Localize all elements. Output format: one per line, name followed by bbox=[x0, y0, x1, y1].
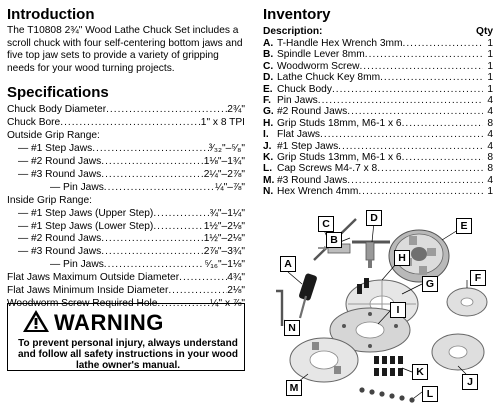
inventory-desc-header: Description: bbox=[263, 26, 323, 37]
spec-value: ¼" x ⅞" bbox=[210, 297, 245, 309]
intro-text: The T10808 2¾" Wood Lathe Chuck Set includes a scroll chuck with four self-centering bottom jaws and five top jaw sets to provide a variety of gripping needs for your wood turning projects. bbox=[7, 25, 243, 74]
grip-studs-13mm-icon bbox=[374, 356, 403, 376]
item-qty: 1 bbox=[487, 186, 493, 198]
list-item bbox=[263, 152, 493, 163]
item-label: Pin Jaws bbox=[277, 95, 318, 107]
spec-value: 1⅛"–1¾" bbox=[203, 156, 245, 167]
leader-dots bbox=[318, 95, 483, 106]
item-label: #1 Step Jaws bbox=[277, 140, 339, 152]
callout-k: K bbox=[412, 364, 428, 380]
item-key: N. bbox=[263, 186, 274, 198]
callout-e: E bbox=[456, 218, 472, 234]
item-label: Woodworm Screw bbox=[277, 60, 360, 72]
callout-f: F bbox=[470, 270, 486, 286]
leader-dots bbox=[320, 129, 483, 140]
intro-title: Introduction bbox=[7, 6, 95, 23]
pin-jaws-icon bbox=[447, 288, 487, 316]
item-qty: 4 bbox=[487, 129, 493, 141]
callout-a: A bbox=[280, 256, 296, 272]
spec-row bbox=[7, 285, 245, 298]
spec-row bbox=[7, 156, 245, 169]
spec-value: 1½"–2⅛" bbox=[203, 233, 245, 245]
inventory-header bbox=[263, 25, 493, 38]
item-qty: 1 bbox=[487, 49, 493, 61]
item-key: D. bbox=[263, 72, 274, 84]
item-label: Flat Jaws bbox=[277, 129, 321, 141]
item-qty: 8 bbox=[487, 117, 493, 129]
specs-title: Specifications bbox=[7, 84, 109, 102]
item-label: Grip Studs 18mm, M6-1 x 6 bbox=[277, 117, 402, 129]
item-key: B. bbox=[263, 49, 274, 61]
callout-n: N bbox=[284, 320, 300, 336]
spec-value: 1½"–2⅛" bbox=[203, 220, 245, 232]
item-key: F. bbox=[263, 95, 271, 107]
leader-dots bbox=[153, 208, 209, 221]
callout-l: L bbox=[422, 386, 438, 402]
spec-label: — #1 Step Jaws bbox=[18, 143, 93, 155]
spec-row bbox=[7, 182, 245, 195]
warning-box bbox=[7, 303, 245, 371]
item-qty: 8 bbox=[487, 163, 493, 175]
spec-label: — #2 Round Jaws bbox=[18, 233, 102, 245]
leader-dots bbox=[347, 106, 483, 117]
item-label: Chuck Body bbox=[277, 83, 332, 95]
leader-dots bbox=[60, 117, 201, 130]
hex-wrench-icon bbox=[276, 291, 282, 326]
spec-label: Chuck Bore bbox=[7, 117, 61, 129]
leader-dots bbox=[402, 152, 483, 163]
list-item bbox=[263, 175, 493, 186]
leader-dots bbox=[101, 233, 204, 246]
item-qty: 1 bbox=[487, 72, 493, 84]
spec-label: Flat Jaws Maximum Outside Diameter bbox=[7, 272, 180, 284]
leader-dots bbox=[179, 272, 227, 285]
leader-dots bbox=[380, 72, 483, 83]
spec-row bbox=[7, 143, 245, 156]
list-item bbox=[263, 61, 493, 72]
item-label: T-Handle Hex Wrench 3mm bbox=[277, 38, 403, 49]
warning-text: To prevent personal injury, always understand and follow all safety instructions in your wood lathe owner's manual. bbox=[17, 338, 239, 371]
callout-b: B bbox=[326, 232, 342, 248]
list-item bbox=[263, 118, 493, 129]
inventory-list bbox=[263, 38, 493, 198]
spec-label: Chuck Body Diameter bbox=[7, 104, 107, 116]
spec-value: ¾"–1¼" bbox=[209, 207, 245, 219]
leader-dots bbox=[338, 141, 483, 152]
item-label: Grip Studs 13mm, M6-1 x 6 bbox=[277, 152, 402, 164]
right-column bbox=[263, 6, 493, 198]
spec-row bbox=[7, 221, 245, 234]
spec-label: — #3 Round Jaws bbox=[18, 246, 102, 258]
spec-label: — #2 Round Jaws bbox=[18, 156, 102, 167]
spec-value: 2¾" bbox=[227, 104, 245, 116]
leader-dots bbox=[365, 49, 483, 60]
item-label: #3 Round Jaws bbox=[277, 174, 348, 186]
spec-label: Woodworm Screw Required Hole bbox=[7, 297, 158, 309]
spec-value: 1" x 8 TPI bbox=[200, 117, 245, 129]
leader-dots bbox=[153, 221, 203, 234]
parts-diagram bbox=[262, 214, 494, 414]
list-item bbox=[263, 49, 493, 60]
leader-dots bbox=[104, 182, 215, 195]
spec-label: — #1 Step Jaws (Upper Step) bbox=[18, 207, 154, 219]
inventory-title: Inventory bbox=[263, 6, 331, 23]
item-label: Spindle Lever 8mm bbox=[277, 49, 365, 61]
warning-triangle-icon bbox=[22, 309, 50, 333]
leader-dots bbox=[101, 169, 204, 182]
spec-value: 2⅛" bbox=[227, 285, 245, 297]
spec-row bbox=[7, 246, 245, 259]
item-qty: 4 bbox=[487, 106, 493, 118]
leader-dots bbox=[403, 38, 484, 49]
spec-value: 2⅞"–3¾" bbox=[203, 246, 245, 258]
spec-label: — #1 Step Jaws (Lower Step) bbox=[18, 220, 154, 232]
specs-list bbox=[7, 104, 245, 311]
spec-value: ³⁄₃₂"–⁵⁄₈" bbox=[208, 143, 245, 155]
list-item bbox=[263, 186, 493, 197]
leader-dots bbox=[101, 246, 204, 259]
spec-row bbox=[7, 208, 245, 221]
spec-row bbox=[7, 169, 245, 182]
leader-dots bbox=[332, 84, 483, 95]
spec-label: Flat Jaws Minimum Inside Diameter bbox=[7, 285, 169, 297]
callout-c: C bbox=[318, 216, 334, 232]
spec-value: ⁵⁄₁₆"–1⅛" bbox=[204, 259, 245, 271]
spec-label: — #3 Round Jaws bbox=[18, 168, 102, 180]
inside-grip-title: Inside Grip Range: bbox=[7, 194, 92, 206]
item-qty: 1 bbox=[487, 60, 493, 72]
outside-grip-title: Outside Grip Range: bbox=[7, 130, 100, 142]
item-qty: 4 bbox=[487, 140, 493, 152]
item-qty: 4 bbox=[487, 174, 493, 186]
leader-dots bbox=[377, 163, 483, 174]
item-key: E. bbox=[263, 83, 273, 95]
item-key: K. bbox=[263, 152, 274, 164]
spec-row bbox=[7, 104, 245, 117]
spec-value: 2¼"–2⅞" bbox=[203, 168, 245, 180]
item-key: A. bbox=[263, 38, 274, 49]
spec-row bbox=[7, 259, 245, 272]
item-key: H. bbox=[263, 117, 274, 129]
t-handle-wrench-icon bbox=[298, 273, 317, 318]
spec-value: ¼"–⅞" bbox=[215, 181, 245, 193]
spec-value: 4¾" bbox=[227, 272, 245, 284]
callout-g: G bbox=[422, 276, 438, 292]
item-key: G. bbox=[263, 106, 274, 118]
callout-d: D bbox=[366, 210, 382, 226]
list-item bbox=[263, 38, 493, 49]
item-qty: 1 bbox=[487, 38, 493, 49]
list-item bbox=[263, 163, 493, 174]
item-key: J. bbox=[263, 140, 272, 152]
leader-dots bbox=[92, 143, 209, 156]
item-key: L. bbox=[263, 163, 273, 175]
spec-label: — Pin Jaws bbox=[50, 181, 104, 193]
item-key: I. bbox=[263, 129, 269, 141]
list-item bbox=[263, 129, 493, 140]
item-key: M. bbox=[263, 174, 275, 186]
warning-title: WARNING bbox=[54, 310, 164, 335]
leader-dots bbox=[358, 186, 483, 197]
item-qty: 8 bbox=[487, 152, 493, 164]
inventory-qty-header: Qty bbox=[476, 26, 493, 37]
callout-i: I bbox=[390, 302, 406, 318]
item-label: Cap Screws M4-.7 x 8 bbox=[277, 163, 378, 175]
leader-dots bbox=[402, 118, 483, 129]
list-item bbox=[263, 141, 493, 152]
leader-dots bbox=[359, 61, 483, 72]
spec-row bbox=[7, 233, 245, 246]
callout-j: J bbox=[462, 374, 478, 390]
list-item bbox=[263, 106, 493, 117]
spec-label: — Pin Jaws bbox=[50, 259, 104, 271]
left-column bbox=[7, 6, 245, 311]
spec-row bbox=[7, 272, 245, 285]
cap-screws-icon bbox=[359, 387, 414, 402]
callout-m: M bbox=[286, 380, 302, 396]
leader-dots bbox=[168, 285, 227, 298]
list-item bbox=[263, 72, 493, 83]
step-jaws-1-icon bbox=[432, 334, 484, 370]
item-label: Lathe Chuck Key 8mm bbox=[277, 72, 381, 84]
chuck-key-icon bbox=[352, 242, 390, 268]
leader-dots bbox=[101, 156, 204, 169]
list-item bbox=[263, 84, 493, 95]
list-item bbox=[263, 95, 493, 106]
item-qty: 4 bbox=[487, 95, 493, 107]
item-qty: 1 bbox=[487, 83, 493, 95]
spec-row bbox=[7, 117, 245, 130]
leader-dots bbox=[106, 104, 227, 117]
item-label: #2 Round Jaws bbox=[277, 106, 348, 118]
round-jaws-3-icon bbox=[290, 338, 358, 382]
leader-dots bbox=[347, 175, 483, 186]
item-label: Hex Wrench 4mm bbox=[277, 186, 359, 198]
leader-dots bbox=[104, 259, 205, 272]
item-key: C. bbox=[263, 60, 274, 72]
callout-h: H bbox=[394, 250, 410, 266]
